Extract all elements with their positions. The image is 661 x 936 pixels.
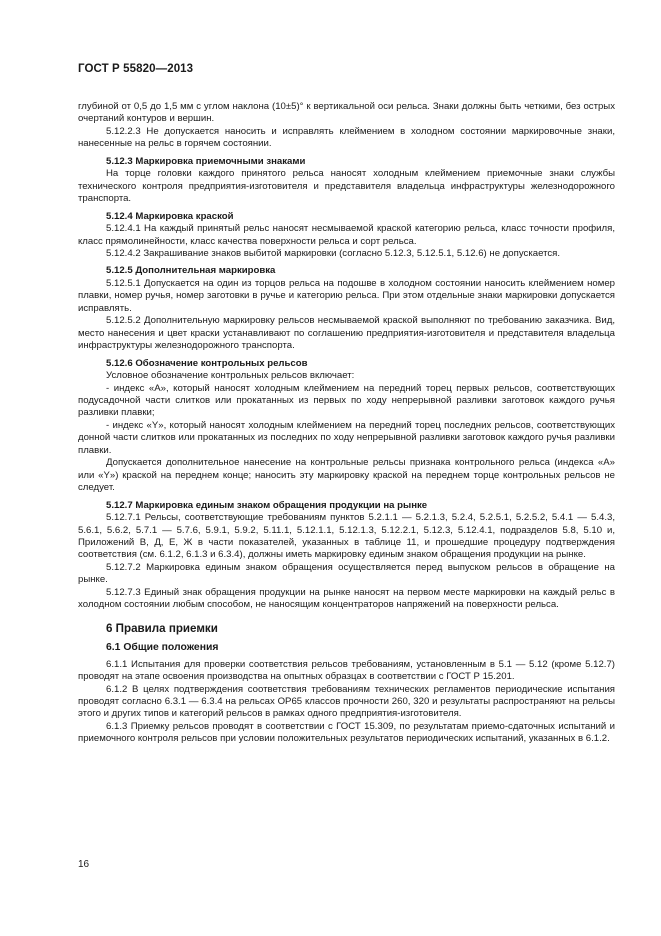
paragraph-5-12-5-2: 5.12.5.2 Дополнительную маркировку рельсов несмываемой краской выполняют по требованию заказчика. Вид, место нанесения и цвет краски устанавливают по соглашению предприятия-изготовителя и представителя владельца инфраструктуры железнодорожного транспорта. (78, 315, 615, 352)
paragraph-6-1-1: 6.1.1 Испытания для проверки соответствия рельсов требованиям, установленным в 5.1 — 5.12 (кроме 5.12.7) проводят на этапе освоения производства на опытных образцах в соответствии с ГОСТ Р 15.201. (78, 658, 615, 683)
heading-5-12-5: 5.12.5 Дополнительная маркировка (106, 265, 276, 277)
paragraph-5-12-4-1: 5.12.4.1 На каждый принятый рельс наносят несмываемой краской категорию рельса, класс точности профиля, класс прямолинейности, класс качества поверхности рельса и сорт рельса. (78, 223, 615, 247)
document-code-header: ГОСТ Р 55820—2013 (78, 63, 194, 75)
paragraph-5-12-7-2: 5.12.7.2 Маркировка единым знаком обращения осуществляется перед выпуском рельсов в обращение на рынке. (78, 561, 615, 586)
subsection-heading-6-1: 6.1 Общие положения (106, 641, 219, 653)
paragraph-5-12-6-index-y: - индекс «Y», который наносят холодным клеймением на передний торец последних рельсов, соответствующих донной части слитков или прокатанных из последних по ходу непрерывной разливки заготовок каждого ручья разливки плавки. (78, 419, 615, 456)
heading-5-12-4: 5.12.4 Маркировка краской (106, 210, 234, 222)
paragraph-5-12-2-3: 5.12.2.3 Не допускается наносить и исправлять клеймением в холодном состоянии маркировочные знаки, нанесенные на рельс в горячем состоянии. (78, 125, 615, 150)
section-heading-6: 6 Правила приемки (106, 621, 218, 635)
document-body (78, 101, 615, 746)
page-number: 16 (78, 859, 90, 870)
heading-5-12-7: 5.12.7 Маркировка единым знаком обращения продукции на рынке (106, 499, 428, 511)
paragraph-continuation: глубиной от 0,5 до 1,5 мм с углом наклона (10±5)° к вертикальной оси рельса. Знаки должны быть четкими, без острых очертаний контуров и вершин. (78, 101, 615, 125)
paragraph-5-12-6-extra: Допускается дополнительное нанесение на контрольные рельсы признака контрольного рельса (индекса «А» или «Y») краской на переднем конце; наносить эту маркировку краской на переднем торце контрольных рельсов не следует. (78, 457, 615, 494)
paragraph-5-12-3: На торце головки каждого принятого рельса наносят холодным клеймением приемочные знаки службы технического контроля предприятия-изготовителя и представителя владельца инфраструктуры железнодорожного транспорта. (78, 168, 615, 205)
paragraph-5-12-4-2: 5.12.4.2 Закрашивание знаков выбитой маркировки (согласно 5.12.3, 5.12.5.1, 5.12.6) не допускается. (106, 247, 561, 259)
paragraph-5-12-6-index-a: - индекс «А», который наносят холодным клеймением на передний торец первых рельсов, соответствующих подусадочной части слитков или прокатанных из первых по ходу непрерывной разливки заготовок каждого ручья разливки плавки; (78, 382, 615, 419)
paragraph-5-12-6-intro: Условное обозначение контрольных рельсов включает: (106, 370, 355, 382)
heading-5-12-6: 5.12.6 Обозначение контрольных рельсов (106, 357, 308, 369)
paragraph-6-1-2: 6.1.2 В целях подтверждения соответствия требованиям технических регламентов периодические испытания проводят согласно 6.3.1 — 6.3.4 на рельсах ОР65 классов прочности 260, 320 и результаты распространяют на рельсы этого и других типов и категорий рельсов в рамках одного предприятия-изготовителя. (78, 683, 615, 720)
paragraph-5-12-7-3: 5.12.7.3 Единый знак обращения продукции на рынке наносят на первом месте маркировки на каждый рельс в холодном состоянии любым способом, не наносящим концентраторов напряжений на поверхности рельса. (78, 586, 615, 611)
paragraph-5-12-7-1: 5.12.7.1 Рельсы, соответствующие требованиям пунктов 5.2.1.1 — 5.2.1.3, 5.2.4, 5.2.5.1, 5.2.5.2, 5.4.1 — 5.4.3, 5.6.1, 5.6.2, 5.7.1 — 5.7.6, 5.9.1, 5.9.2, 5.11.1, 5.12.1.1, 5.12.1.3, 5.12.2.1, 5.12.3, 5.12.4.1, подразделов 5.8, 5.10 и, Приложений В, Д, Е, Ж в части показателей, указанных в таблице 11, и прошедшие процедуру подтверждения соответствия (см. 6.1.2, 6.1.3 и 6.3.4), должны иметь маркировку единым знаком обращения продукции на рынке. (78, 512, 615, 561)
heading-5-12-3: 5.12.3 Маркировка приемочными знаками (106, 155, 306, 167)
paragraph-6-1-3: 6.1.3 Приемку рельсов проводят в соответствии с ГОСТ 15.309, по результатам приемо-сдаточных испытаний и приемочного контроля рельсов при условии положительных результатов периодических испытаний, указанных в 6.1.2. (78, 720, 615, 745)
paragraph-5-12-5-1: 5.12.5.1 Допускается на один из торцов рельса на подошве в холодном состоянии наносить клеймением номер плавки, номер ручья, номер заготовки в ручье и категорию рельса. При этом отдельные знаки маркировки допускается исправлять. (78, 277, 615, 314)
